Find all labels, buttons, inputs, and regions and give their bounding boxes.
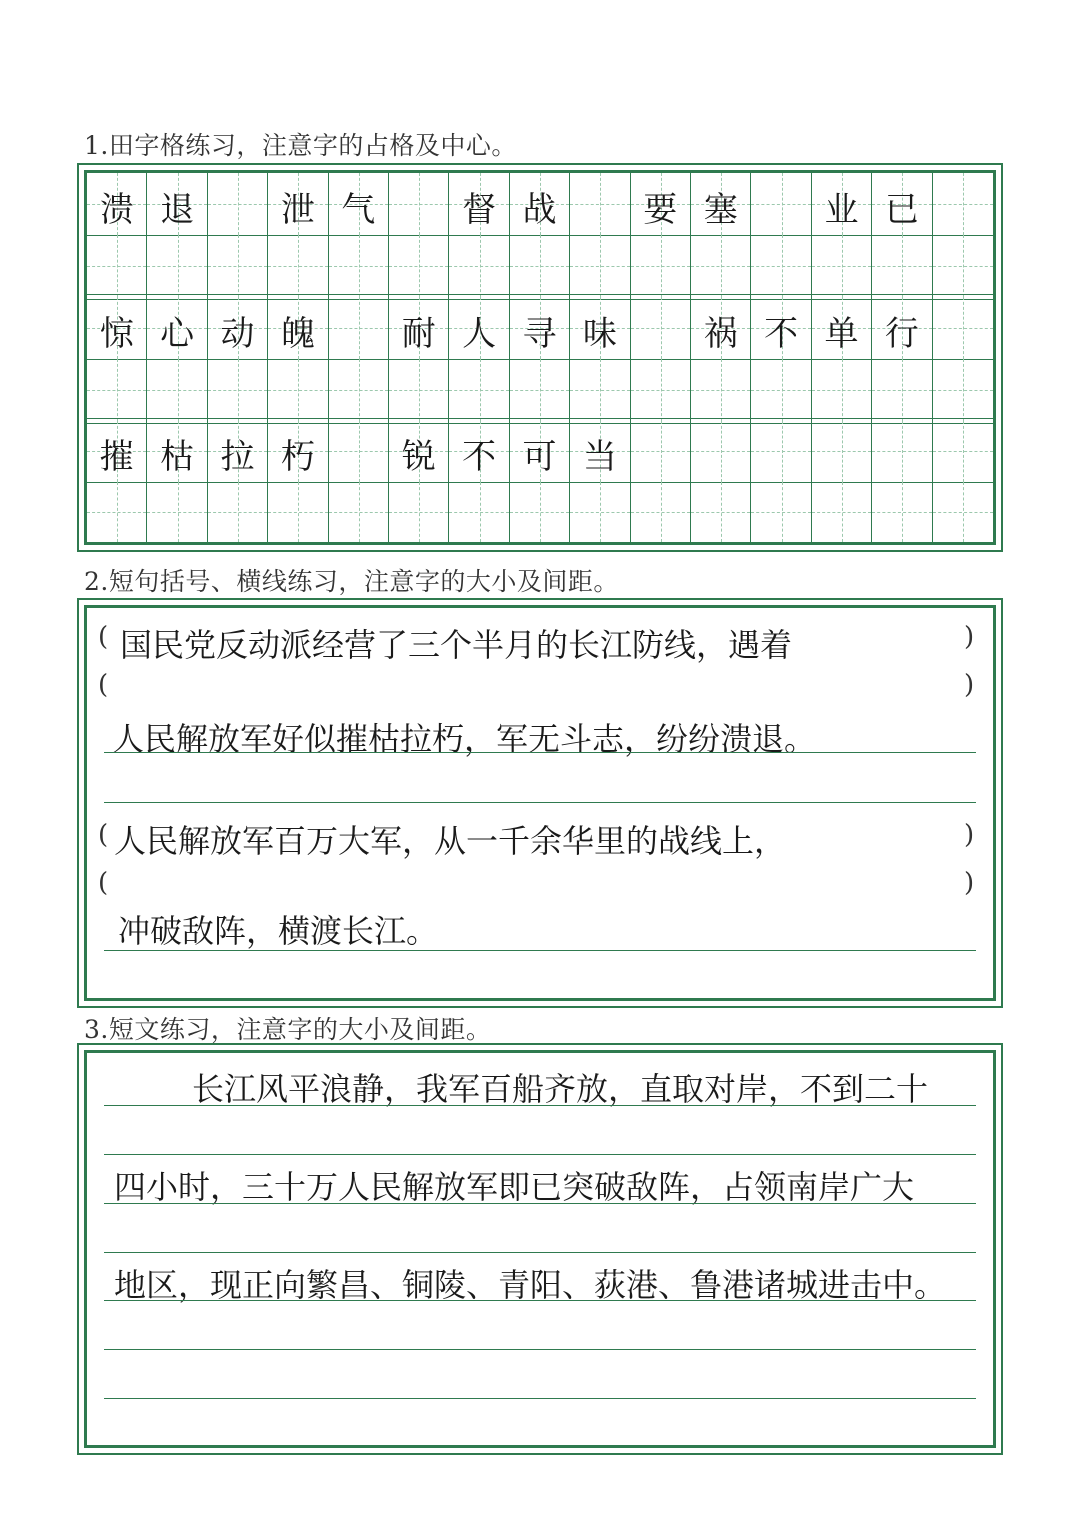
- tian-ge-cell: [631, 482, 691, 543]
- tian-ge-cell: [631, 235, 691, 297]
- tian-ge-cell: [208, 482, 268, 543]
- tian-ge-cell: [147, 297, 207, 359]
- tian-ge-cell: [691, 173, 751, 235]
- close-paren: ): [964, 622, 975, 652]
- tian-ge-cell: [268, 359, 328, 421]
- tian-ge-cell: [449, 297, 509, 359]
- tian-ge-cell: [751, 235, 811, 297]
- tian-ge-cell: [631, 359, 691, 421]
- tian-ge-cell: [570, 297, 630, 359]
- tian-ge-cell: [812, 421, 872, 482]
- tian-ge-cell: [329, 297, 389, 359]
- practice-character: 不: [764, 314, 799, 354]
- ruled-line: [104, 752, 976, 753]
- practice-character: 当: [582, 437, 617, 478]
- ruled-line: [104, 950, 976, 951]
- tian-ge-cell: [208, 421, 268, 482]
- practice-character: 拉: [220, 437, 255, 478]
- open-paren: (: [98, 670, 109, 700]
- tian-ge-cell: [510, 482, 570, 543]
- sentence-1-line-1: 国民党反动派经营了三个半月的长江防线，遇着: [120, 626, 793, 664]
- tian-ge-cell: [812, 297, 872, 359]
- ruled-line: [104, 1154, 976, 1155]
- tian-ge-cell: [449, 359, 509, 421]
- practice-character: 退: [160, 190, 195, 230]
- tian-ge-cell: [812, 359, 872, 421]
- ruled-line: [104, 1252, 976, 1253]
- ruled-line: [104, 802, 976, 803]
- tian-ge-cell: [208, 359, 268, 421]
- tian-ge-cell: [147, 359, 207, 421]
- tian-ge-cell: [329, 482, 389, 543]
- tian-ge-cell: [933, 421, 993, 482]
- practice-character: 耐: [401, 314, 436, 354]
- section1-grid: [84, 170, 996, 545]
- tian-ge-cell: [329, 359, 389, 421]
- tian-ge-cell: [87, 421, 147, 482]
- tian-ge-cell: [872, 297, 932, 359]
- practice-character: 魄: [280, 314, 315, 354]
- tian-ge-cell: [631, 173, 691, 235]
- practice-character: 祸: [703, 314, 738, 354]
- tian-ge-cell: [751, 173, 811, 235]
- practice-character: 朽: [280, 437, 315, 478]
- tian-ge-cell: [268, 482, 328, 543]
- section2-heading: 2.短句括号、横线练习，注意字的大小及间距。: [84, 567, 619, 596]
- tian-ge-cell: [208, 235, 268, 297]
- tian-ge-cell: [751, 359, 811, 421]
- tian-ge-cell: [933, 359, 993, 421]
- tian-ge-cell: [87, 173, 147, 235]
- tian-ge-cell: [389, 482, 449, 543]
- tian-ge-cell: [812, 173, 872, 235]
- practice-character: 人: [462, 314, 497, 354]
- tian-ge-cell: [268, 235, 328, 297]
- practice-character: 行: [884, 314, 919, 354]
- practice-character: 味: [582, 314, 617, 354]
- practice-character: 溃: [99, 190, 134, 230]
- essay-line-3: 地区，现正向繁昌、铜陵、青阳、荻港、鲁港诸城进击中。: [114, 1266, 947, 1304]
- tian-ge-cell: [751, 421, 811, 482]
- tian-ge-cell: [933, 482, 993, 543]
- practice-character: 锐: [401, 437, 436, 478]
- practice-character: 要: [643, 190, 678, 230]
- practice-character: 战: [522, 190, 557, 230]
- tian-ge-cell: [751, 482, 811, 543]
- tian-ge-cell: [87, 482, 147, 543]
- tian-ge-cell: [812, 235, 872, 297]
- tian-ge-cell: [389, 297, 449, 359]
- tian-ge-cell: [691, 421, 751, 482]
- tian-ge-cell: [449, 482, 509, 543]
- open-paren: (: [98, 868, 109, 898]
- tian-ge-cell: [570, 235, 630, 297]
- tian-ge-cell: [631, 297, 691, 359]
- tian-ge-cell: [208, 297, 268, 359]
- tian-ge-cell: [510, 421, 570, 482]
- section3-heading: 3.短文练习，注意字的大小及间距。: [84, 1015, 492, 1044]
- tian-ge-cell: [872, 421, 932, 482]
- tian-ge-cell: [510, 235, 570, 297]
- tian-ge-cell: [510, 173, 570, 235]
- sentence-2-line-1: 人民解放军百万大军，从一千余华里的战线上，: [114, 822, 787, 860]
- practice-character: 不: [462, 437, 497, 478]
- open-paren: (: [98, 622, 109, 652]
- practice-character: 气: [341, 190, 376, 230]
- tian-ge-cell: [510, 297, 570, 359]
- practice-character: 已: [884, 190, 919, 230]
- tian-ge-cell: [570, 482, 630, 543]
- tian-ge-cell: [147, 421, 207, 482]
- grid-row-divider: [87, 418, 993, 419]
- tian-ge-cell: [812, 482, 872, 543]
- tian-ge-cell: [87, 359, 147, 421]
- essay-line-1: 长江风平浪静，我军百船齐放，直取对岸，不到二十: [192, 1070, 929, 1108]
- tian-ge-cell: [691, 482, 751, 543]
- close-paren: ): [964, 868, 975, 898]
- tian-ge-cell: [691, 359, 751, 421]
- ruled-line: [104, 1398, 976, 1399]
- close-paren: ): [964, 670, 975, 700]
- tian-ge-cell: [872, 482, 932, 543]
- tian-ge-cell: [933, 235, 993, 297]
- practice-character: 惊: [99, 314, 134, 354]
- tian-ge-cell: [872, 235, 932, 297]
- tian-ge-cell: [691, 235, 751, 297]
- tian-ge-cell: [268, 173, 328, 235]
- practice-character: 泄: [280, 190, 315, 230]
- tian-ge-cell: [570, 421, 630, 482]
- practice-character: 枯: [160, 437, 195, 478]
- tian-ge-cell: [87, 235, 147, 297]
- tian-ge-cell: [268, 421, 328, 482]
- tian-ge-cell: [208, 173, 268, 235]
- practice-character: 业: [824, 190, 859, 230]
- ruled-line: [104, 1203, 976, 1204]
- tian-ge-cell: [872, 359, 932, 421]
- sentence-1-line-3: 人民解放军好似摧枯拉朽，军无斗志，纷纷溃退。: [112, 720, 817, 758]
- tian-ge-cell: [933, 297, 993, 359]
- practice-character: 塞: [703, 190, 738, 230]
- practice-character: 心: [160, 314, 195, 354]
- tian-ge-cell: [147, 482, 207, 543]
- tian-ge-cell: [570, 359, 630, 421]
- practice-character: 单: [824, 314, 859, 354]
- practice-character: 摧: [99, 437, 134, 478]
- tian-ge-cell: [389, 421, 449, 482]
- tian-ge-cell: [570, 173, 630, 235]
- tian-ge-cell: [329, 173, 389, 235]
- practice-character: 可: [522, 437, 557, 478]
- ruled-line: [104, 1105, 976, 1106]
- essay-line-2: 四小时，三十万人民解放军即已突破敌阵，占领南岸广大: [114, 1168, 915, 1206]
- tian-ge-cell: [147, 235, 207, 297]
- tian-ge-cell: [449, 421, 509, 482]
- open-paren: (: [98, 820, 109, 850]
- tian-ge-cell: [631, 421, 691, 482]
- tian-ge-cell: [510, 359, 570, 421]
- close-paren: ): [964, 820, 975, 850]
- practice-character: 寻: [522, 314, 557, 354]
- practice-character: 动: [220, 314, 255, 354]
- tian-ge-cell: [691, 297, 751, 359]
- tian-ge-cell: [389, 173, 449, 235]
- tian-ge-cell: [933, 173, 993, 235]
- tian-ge-cell: [751, 297, 811, 359]
- section1-heading: 1.田字格练习，注意字的占格及中心。: [84, 131, 517, 160]
- practice-character: 督: [462, 190, 497, 230]
- tian-ge-cell: [389, 235, 449, 297]
- tian-ge-cell: [449, 173, 509, 235]
- tian-ge-cell: [87, 297, 147, 359]
- ruled-line: [104, 1300, 976, 1301]
- tian-ge-cell: [872, 173, 932, 235]
- grid-row-divider: [87, 294, 993, 295]
- tian-ge-cell: [389, 359, 449, 421]
- tian-ge-cell: [268, 297, 328, 359]
- ruled-line: [104, 1349, 976, 1350]
- sentence-2-line-3: 冲破敌阵，横渡长江。: [118, 912, 439, 950]
- tian-ge-cell: [329, 421, 389, 482]
- tian-ge-cell: [329, 235, 389, 297]
- tian-ge-cell: [147, 173, 207, 235]
- tian-ge-cell: [449, 235, 509, 297]
